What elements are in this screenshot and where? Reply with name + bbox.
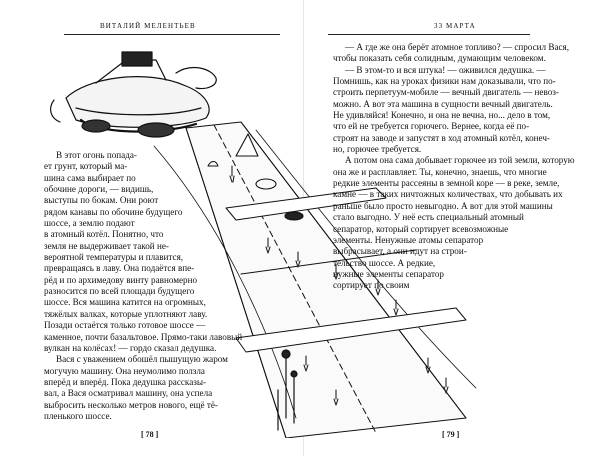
text-line: вулкан на колёсах! — гордо сказал дедушка. <box>44 342 217 353</box>
text-line: тельство шоссе. А редкие, <box>333 257 436 268</box>
text-line: Вася с уважением обошёл пышущую жаром <box>56 354 228 365</box>
text-line: сепаратор, который сортирует всевозможные <box>333 223 509 234</box>
text-line: Помнишь, как на уроках физики нам доказывали, что по- <box>333 76 556 87</box>
text-line: строить перпетуум-мобиле — вечный двигатель — невоз- <box>333 87 559 98</box>
text-line: сортирует по своим <box>333 280 410 291</box>
text-line: земля не выдерживает такой не- <box>44 240 169 251</box>
left-page-text <box>44 150 249 422</box>
text-line: редкие элементы рассеяны в земной коре — в реке, земле, <box>333 178 560 189</box>
text-line: пленького шоссе. <box>44 410 112 421</box>
text-line: раньше было просто невыгодно. А вот для этой машины <box>333 200 553 211</box>
right-running-head: 33 МАРТА <box>434 22 476 30</box>
text-line: А потом она сама добывает горючее из той земли, которую <box>345 155 575 166</box>
right-page-text <box>333 42 575 292</box>
text-line: рядом канавы по обочине будущего <box>44 206 183 217</box>
text-line: можно. А вот эта машина в сущности вечный двигатель. <box>333 98 553 109</box>
text-line: Не удивляйся! Конечно, и она не вечна, но... дело в том, <box>333 110 551 121</box>
text-line: что ей не требуется горючего. Вернее, когда её по- <box>333 121 530 132</box>
left-page-number: [ 78 ] <box>141 430 159 439</box>
text-line: камне — в таких ничтожных количествах, что добывать их <box>333 189 563 200</box>
text-line: вероятной температуры и плавится, <box>44 252 184 263</box>
text-line: стало выгодно. У неё есть специальный атомный <box>333 212 524 223</box>
text-line: строят на заводе и запустят в ход атомный котёл, конеч- <box>333 132 550 143</box>
text-line: нужные элементы сепаратор <box>333 268 444 279</box>
text-line: ет грунт, который ма- <box>44 161 128 172</box>
text-line: вал, а Вася осматривал машину, она успела <box>44 388 213 399</box>
text-line: — В этом-то и вся штука! — оживился дедушка. — <box>345 64 546 75</box>
text-line: выбросить несколько метров нового, ещё тё- <box>44 399 218 410</box>
text-line: Позади остаётся только готовое шоссе — <box>44 320 206 331</box>
text-line: выступы по бокам. Они роют <box>44 195 159 206</box>
text-line: шоссе, а землю подают <box>44 218 135 229</box>
text-line: рёд и по архимедову винту равномерно <box>44 274 198 285</box>
text-line: шоссе. Вся машина катится на огромных, <box>44 297 206 308</box>
text-line: элементы. Ненужные атомы сепаратор <box>333 234 484 245</box>
text-line: тяжёлых валках, которые уплотняют лаву. <box>44 308 208 319</box>
text-line: но, горючее требуется. <box>333 144 422 155</box>
right-head-rule <box>328 34 530 35</box>
right-page-number: [ 79 ] <box>442 430 460 439</box>
text-line: В этот огонь попада- <box>56 150 137 160</box>
text-line: выбрасывает, а они идут на строи- <box>333 246 467 257</box>
text-line: она же и расплавляет. Ты, конечно, знаешь, что многие <box>333 166 547 177</box>
text-line: шина сама выбирает по <box>44 172 136 183</box>
text-line: превращаясь в лаву. Она подаётся впе- <box>44 263 195 274</box>
left-running-head: ВИТАЛИЙ МЕЛЕНТЬЕВ <box>100 22 196 30</box>
text-line: — А где же она берёт атомное топливо? — спросил Вася, <box>345 42 570 52</box>
text-line: вперёд и вперёд. Пока дедушка рассказы- <box>44 376 207 387</box>
text-line: обочине дороги, — видишь, <box>44 184 154 195</box>
text-line: могучую машину. Она неумолимо ползла <box>44 365 205 376</box>
text-line: в атомный котёл. Понятно, что <box>44 229 164 240</box>
atomic-road-machine <box>51 52 217 137</box>
left-head-rule <box>64 34 280 35</box>
text-line: разносится по всей площади будущего <box>44 286 195 297</box>
text-line: каменное, почти базальтовое. Прямо-таки лавовый <box>44 331 243 342</box>
text-line: чтобы показать себя солидным, думающим человеком. <box>333 53 546 64</box>
